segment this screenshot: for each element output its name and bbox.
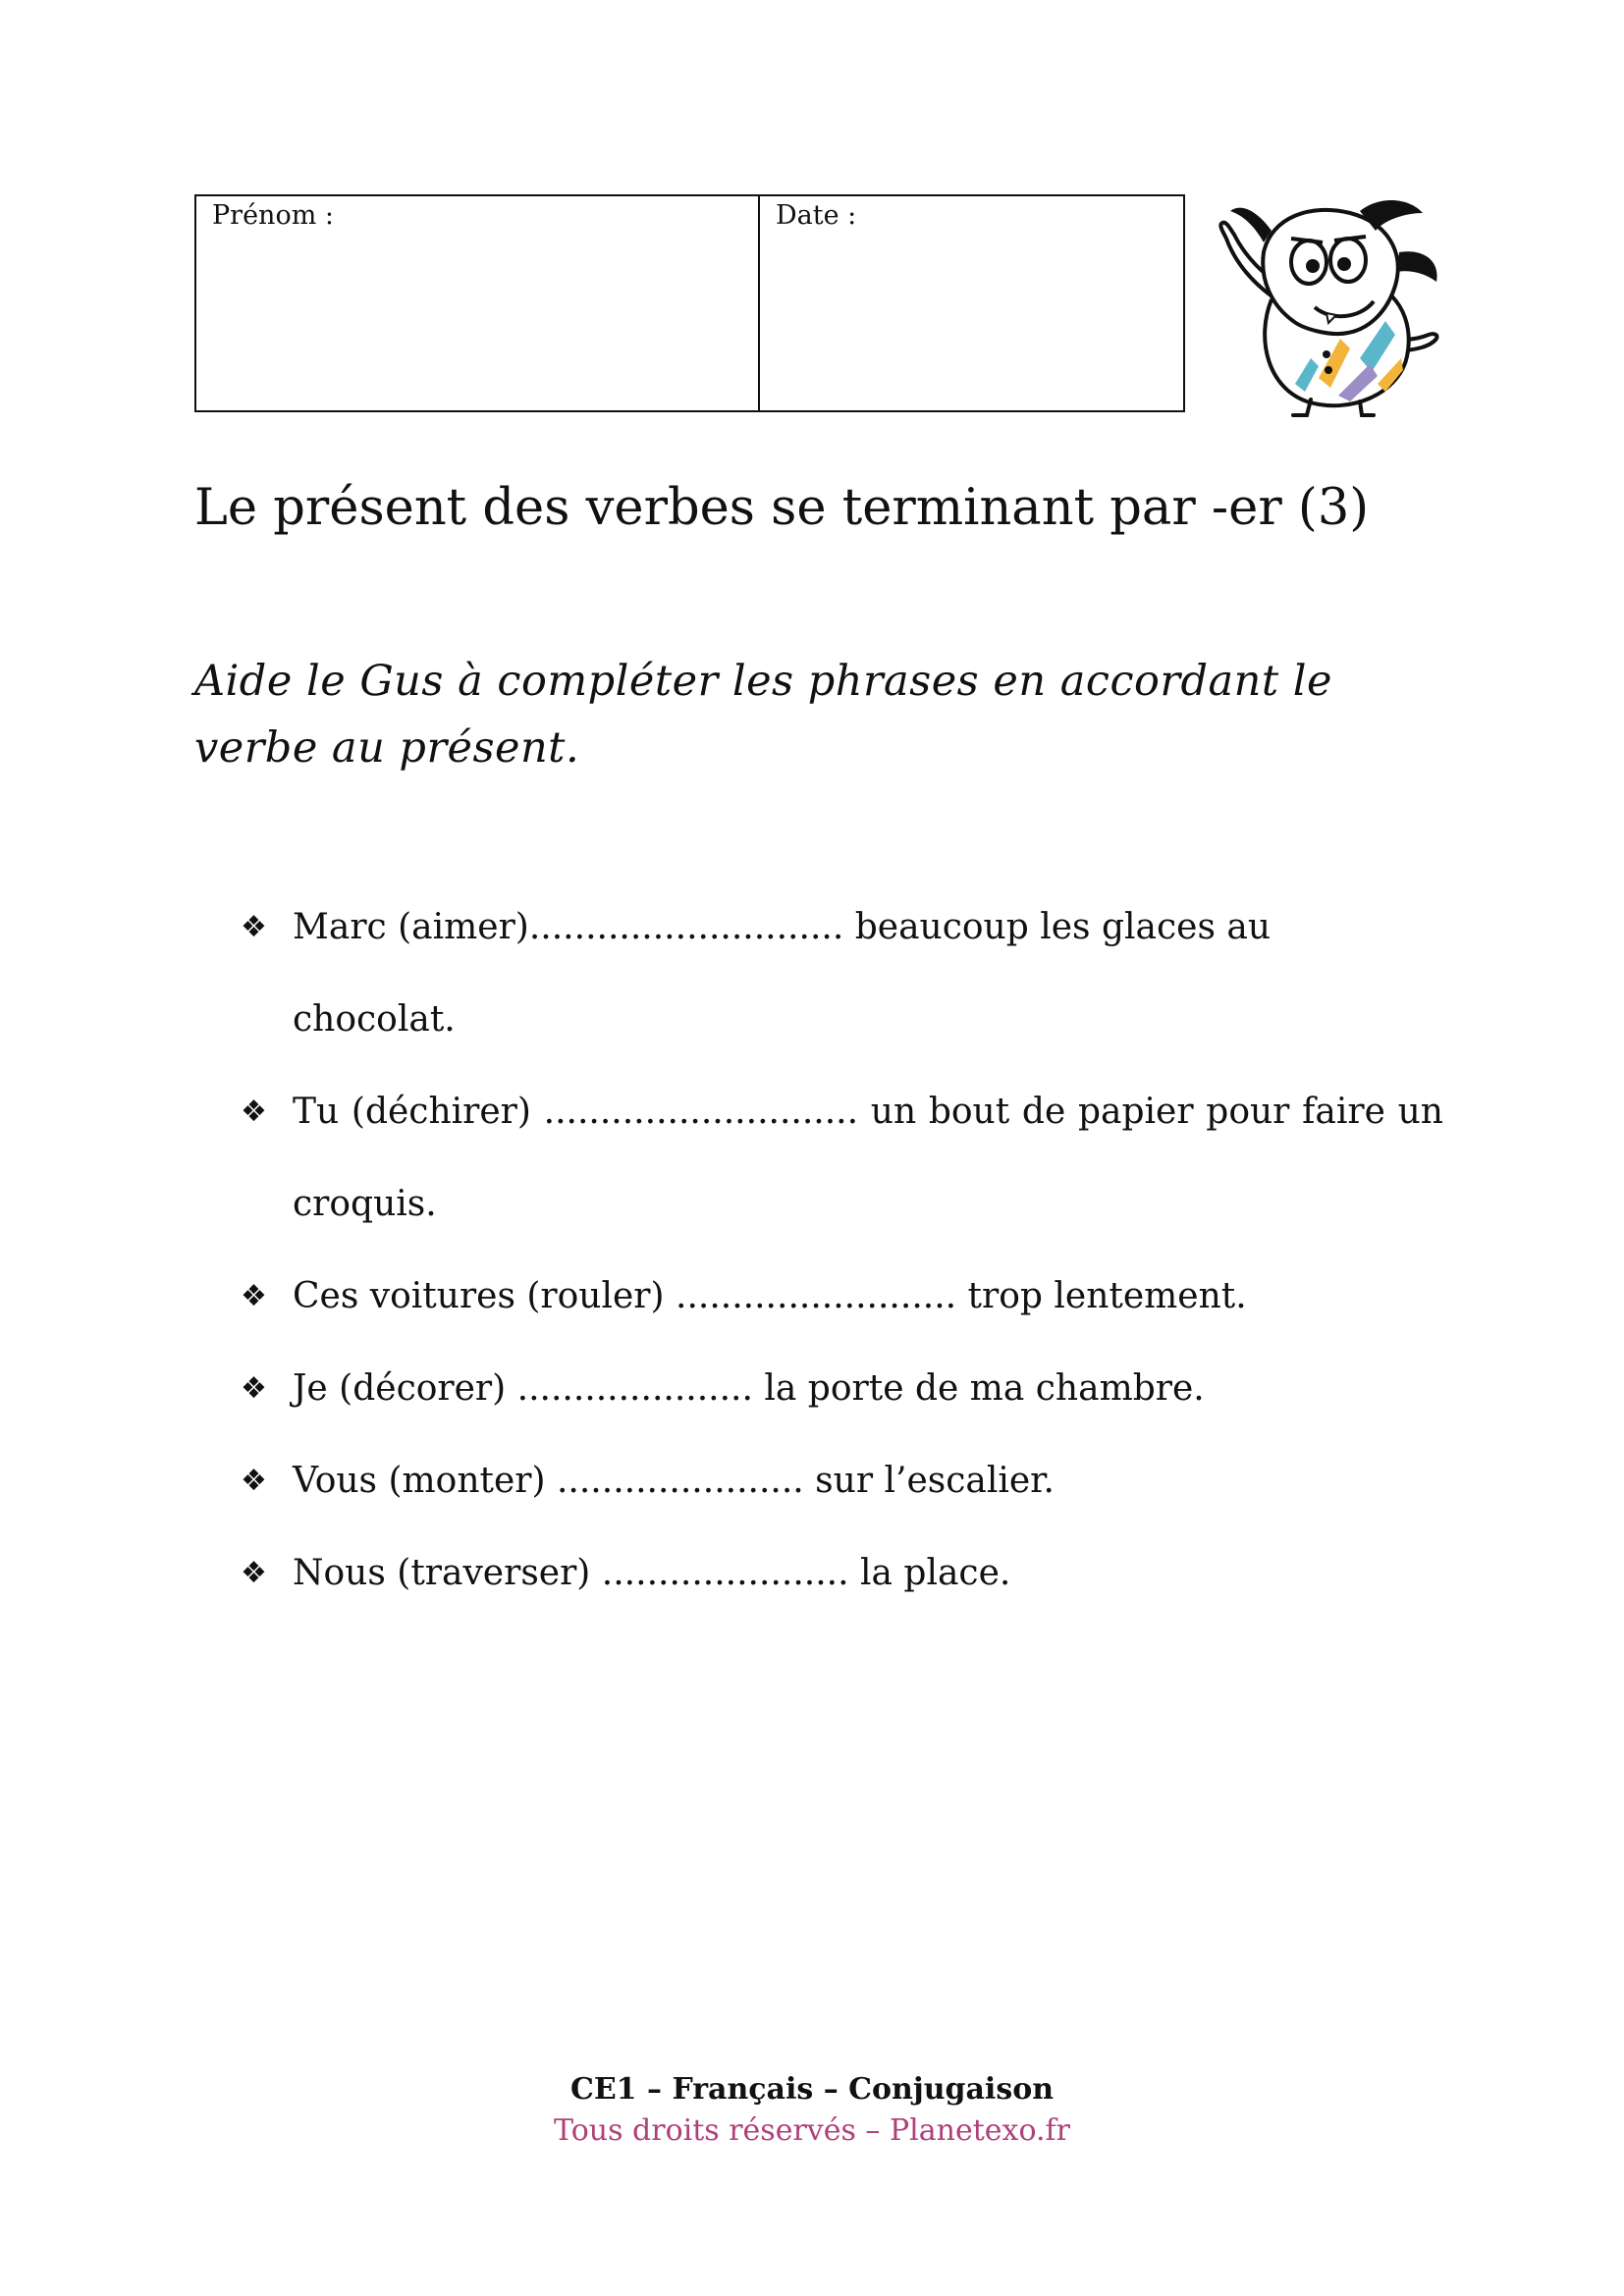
exercise-list	[241, 881, 1443, 1620]
exercise-sentence: Ces voitures (rouler) ......................... trop lentement.	[293, 1276, 1247, 1316]
exercise-sentence: Nous (traverser) ...................... la place.	[293, 1553, 1011, 1593]
diamond-bullet-icon: ❖	[241, 1464, 267, 1498]
footer-subject: CE1 – Français – Conjugaison	[569, 2072, 1055, 2107]
exercise-sentence: Vous (monter) ...................... sur l’escalier.	[293, 1461, 1055, 1501]
exercise-sentence: Tu (déchirer) ............................ un bout de papier pour faire un croquis.	[293, 1092, 1443, 1224]
exercise-item	[241, 881, 1443, 1066]
page-title: Le présent des verbes se terminant par -er (3)	[194, 479, 1370, 537]
prenom-cell[interactable]	[196, 196, 760, 410]
exercise-item	[241, 1343, 1443, 1435]
exercise-item	[241, 1251, 1443, 1343]
footer	[0, 2069, 1624, 2152]
gus-mascot-icon	[1213, 191, 1448, 419]
date-label: Date :	[776, 200, 857, 231]
exercise-item	[241, 1435, 1443, 1527]
exercise-item	[241, 1527, 1443, 1620]
instruction-text: Aide le Gus à compléter les phrases en accordant le verbe au présent.	[194, 657, 1332, 773]
header-table	[194, 194, 1185, 412]
exercise-sentence: Marc (aimer)............................ beaucoup les glaces au chocolat.	[293, 907, 1272, 1040]
diamond-bullet-icon: ❖	[241, 910, 267, 944]
date-cell[interactable]	[760, 196, 1183, 410]
exercise-item	[241, 1066, 1443, 1251]
exercise-sentence: Je (décorer) ..................... la porte de ma chambre.	[293, 1368, 1205, 1409]
diamond-bullet-icon: ❖	[241, 1095, 267, 1129]
prenom-label: Prénom :	[212, 200, 334, 231]
diamond-bullet-icon: ❖	[241, 1556, 267, 1590]
diamond-bullet-icon: ❖	[241, 1371, 267, 1406]
diamond-bullet-icon: ❖	[241, 1279, 267, 1313]
footer-copyright: Tous droits réservés – Planetexo.fr	[554, 2113, 1070, 2148]
